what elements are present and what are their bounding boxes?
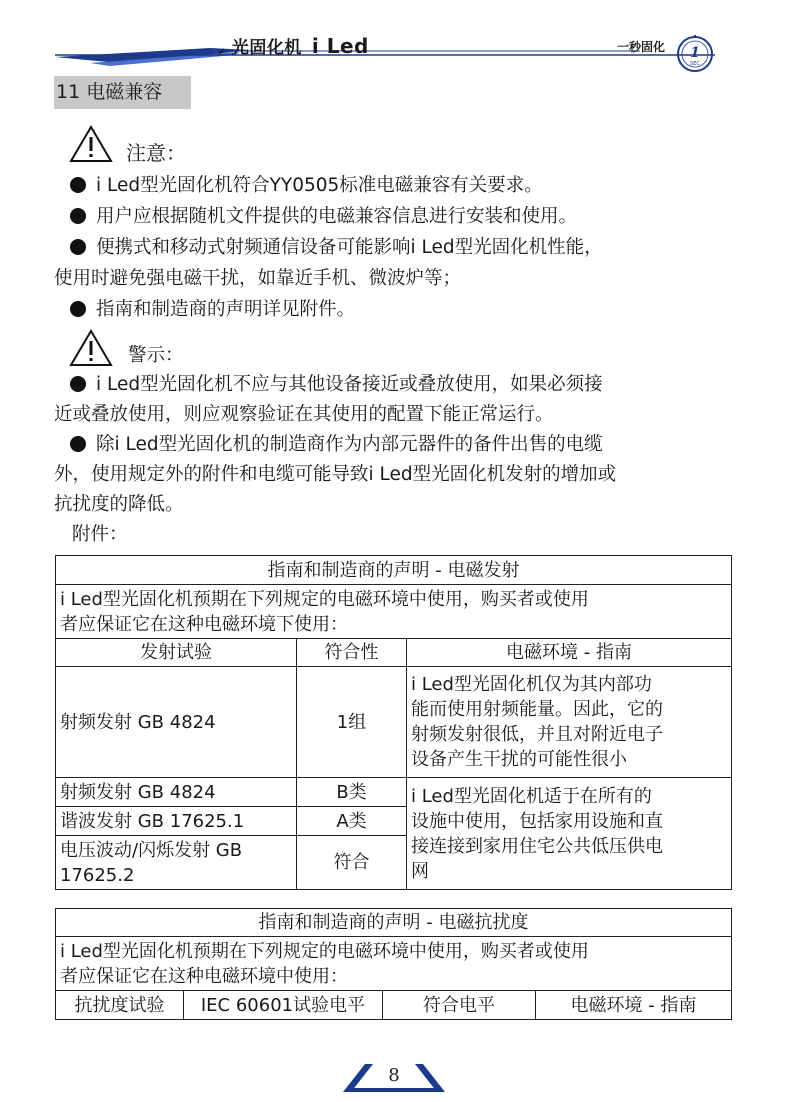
warning-bullet-2: 除i Led型光固化机的制造商作为内部元器件的备件出售的电缆 — [70, 432, 603, 458]
emission-table — [55, 555, 732, 890]
warning-bullet-2-cont2: 抗扰度的降低。 — [54, 494, 184, 515]
table-row-guide: i Led型光固化机适于在所有的 设施中使用，包括家用设施和直 接连接到家用住宅公共低压供电 网 — [407, 778, 732, 890]
bullet-dot-icon — [70, 239, 86, 255]
immunity-header-guide: 电磁环境 - 指南 — [536, 991, 732, 1020]
header-mark-icon: ⸝ — [218, 41, 226, 57]
warning-bullet-2-cont: 外，使用规定外的附件和电缆可能导致i Led型光固化机发射的增加或 — [54, 464, 617, 485]
notice-bullet-3-cont: 使用时避免强电磁干扰，如靠近手机、微波炉等； — [54, 268, 462, 289]
table-row-test: 射频发射 GB 4824 — [56, 778, 297, 807]
header-brand-cn: 光固化机 — [231, 38, 302, 58]
notice-bullet-2: 用户应根据随机文件提供的电磁兼容信息进行安装和使用。 — [70, 204, 577, 230]
section-title: 11 电磁兼容 — [54, 76, 191, 109]
warning-bullet-1-cont: 近或叠放使用，则应观察验证在其使用的配置下能正常运行。 — [54, 404, 554, 425]
page-number: 8 — [388, 1065, 400, 1086]
emission-table-intro: i Led型光固化机预期在下列规定的电磁环境中使用，购买者或使用 者应保证它在这种电磁环境下使用： — [56, 585, 732, 639]
immunity-header-test: 抗扰度试验 — [56, 991, 184, 1020]
table-row-compliance: 1组 — [297, 667, 407, 778]
immunity-table-title: 指南和制造商的声明 - 电磁抗扰度 — [56, 909, 732, 937]
immunity-header-level: IEC 60601试验电平 — [184, 991, 383, 1020]
bullet-dot-icon — [70, 436, 86, 452]
bullet-dot-icon — [70, 301, 86, 317]
bullet-dot-icon — [70, 177, 86, 193]
notice-bullet-1: i Led型光固化机符合YY0505标准电磁兼容有关要求。 — [70, 173, 543, 199]
immunity-table — [55, 908, 732, 1020]
immunity-header-compliance: 符合电平 — [383, 991, 536, 1020]
immunity-table-intro: i Led型光固化机预期在下列规定的电磁环境中使用，购买者或使用 者应保证它在这种电磁环境中使用： — [56, 937, 732, 991]
attachment-label: 附件： — [72, 524, 128, 545]
badge-number: 1 — [690, 45, 700, 61]
bullet-dot-icon — [70, 376, 86, 392]
one-second-badge-icon — [675, 34, 715, 74]
emission-header-test: 发射试验 — [56, 639, 297, 667]
table-row-compliance: 符合 — [297, 836, 407, 890]
table-row-compliance: B类 — [297, 778, 407, 807]
bullet-dot-icon — [70, 208, 86, 224]
warning-triangle-icon — [68, 124, 114, 164]
notice-bullet-4: 指南和制造商的声明详见附件。 — [70, 297, 355, 323]
table-row-compliance: A类 — [297, 807, 407, 836]
warning-triangle-icon — [68, 328, 114, 368]
table-row-test: 射频发射 GB 4824 — [56, 667, 297, 778]
table-row-guide: i Led型光固化机仅为其内部功 能而使用射频能量。因此，它的 射频发射很低，并且对附近电子 设备产生干扰的可能性很小 — [407, 667, 732, 778]
emission-header-guide: 电磁环境 - 指南 — [407, 639, 732, 667]
notice-bullet-3: 便携式和移动式射频通信设备可能影响i Led型光固化机性能， — [70, 235, 603, 261]
header-swoosh — [0, 0, 787, 80]
badge-unit: SEC — [690, 61, 700, 67]
warning-bullet-1: i Led型光固化机不应与其他设备接近或叠放使用，如果必须接 — [70, 372, 603, 398]
emission-table-title: 指南和制造商的声明 - 电磁发射 — [56, 556, 732, 585]
header-tag: 一秒固化 — [617, 40, 666, 54]
notice-heading: 注意： — [126, 141, 186, 165]
header-brand — [218, 33, 369, 58]
emission-header-compliance: 符合性 — [297, 639, 407, 667]
header-brand-en: i Led — [311, 34, 369, 58]
warning-heading: 警示： — [128, 345, 184, 366]
table-row-test: 谐波发射 GB 17625.1 — [56, 807, 297, 836]
table-row-test: 电压波动/闪烁发射 GB 17625.2 — [56, 836, 297, 890]
